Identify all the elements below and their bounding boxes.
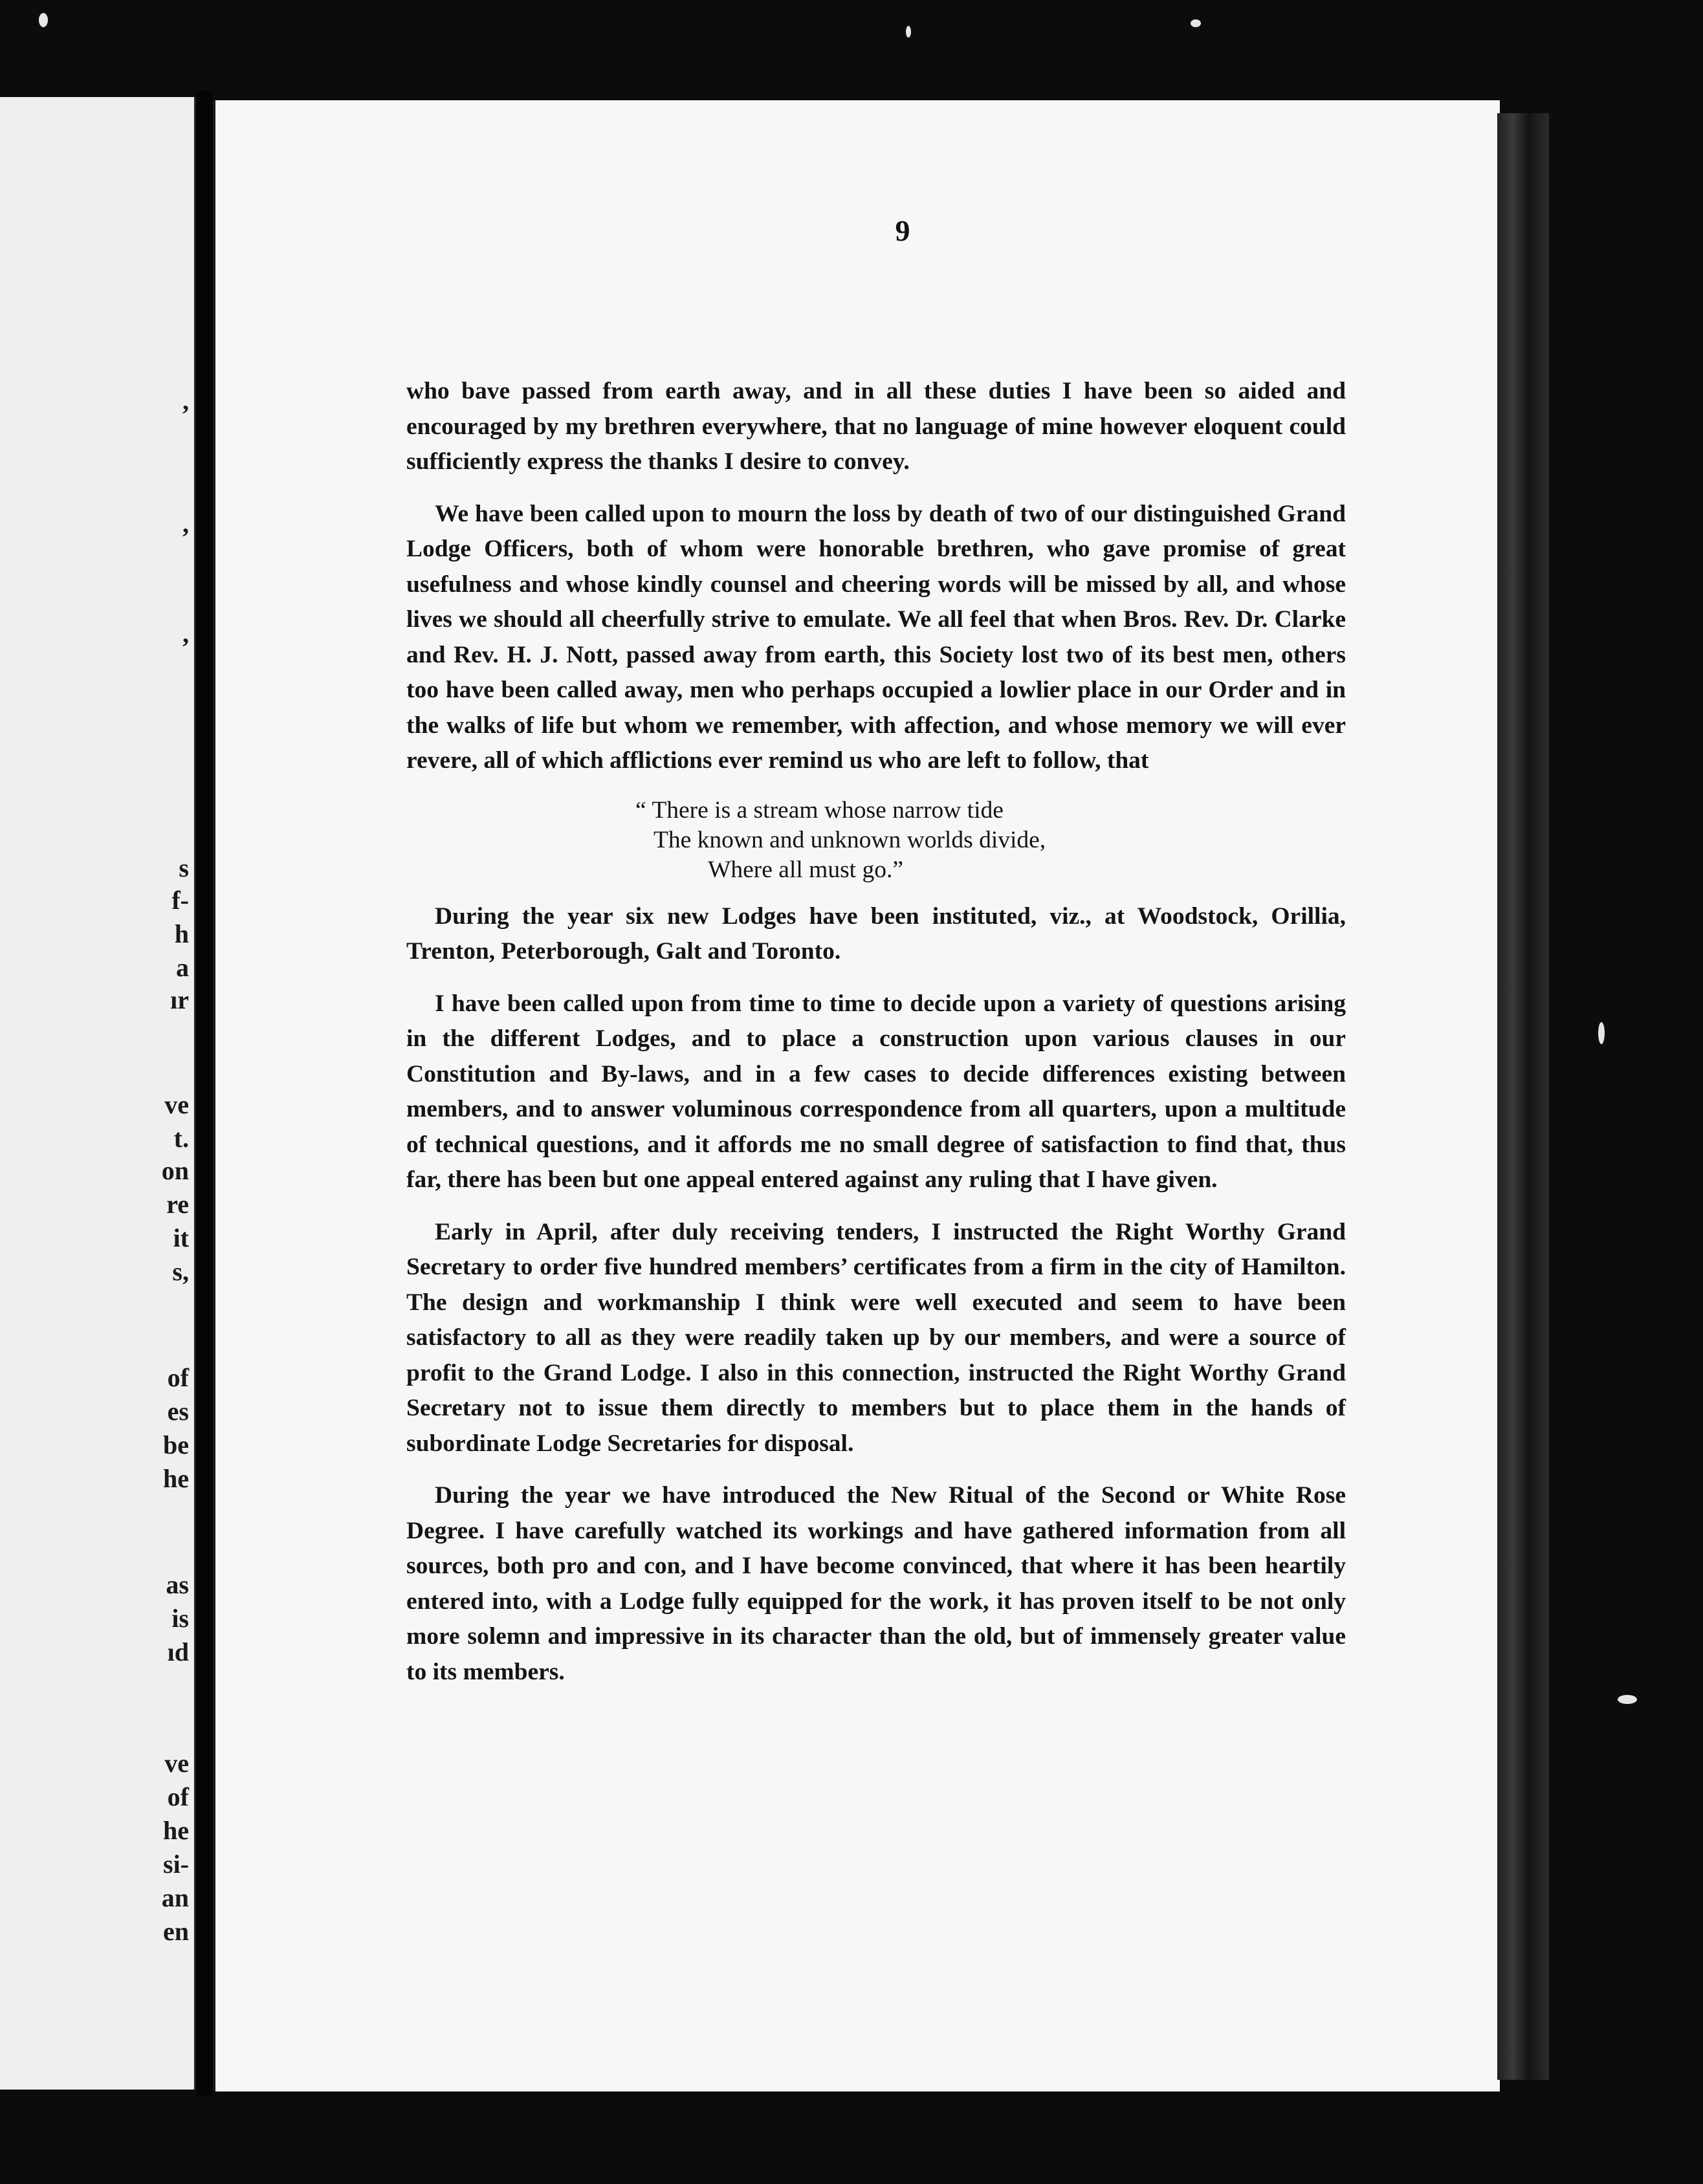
verse-line: Where all must go.” <box>708 856 903 883</box>
book-gutter <box>196 91 213 2096</box>
dust-speck <box>906 26 911 38</box>
left-page-fragment: he <box>163 1816 189 1845</box>
left-page-edge <box>0 97 196 2090</box>
left-page-fragment: es <box>167 1397 189 1426</box>
paragraph: who bave passed from earth away, and in all these duties I have been so aided and encouraged by my brethren everywhere, that no language of mine however eloquent could sufficiently express the thanks I desire to convey. <box>406 378 1346 475</box>
left-page-fragment: , <box>182 619 189 648</box>
paragraph: During the year six new Lodges have been instituted, viz., at Woodstock, Orillia, Trenton, Peterborough, Galt and Toronto. <box>406 902 1346 965</box>
page-number: 9 <box>895 214 910 247</box>
verse-line: The known and unknown worlds divide, <box>654 826 1046 853</box>
verse-quote <box>635 796 1346 885</box>
dust-speck <box>39 13 48 27</box>
left-page-fragment: he <box>163 1464 189 1493</box>
left-page-fragment: re <box>166 1190 189 1219</box>
left-page-fragment: en <box>163 1917 189 1946</box>
left-page-fragment: ıd <box>167 1637 189 1666</box>
book-edge <box>1497 113 1549 2080</box>
left-page-fragment: , <box>182 386 189 415</box>
left-page-fragment: a <box>176 953 189 982</box>
dust-speck <box>1598 1022 1605 1044</box>
dust-speck <box>1191 19 1201 27</box>
left-page-fragment: as <box>166 1570 189 1599</box>
left-page-fragment: ve <box>164 1749 189 1778</box>
left-page-fragment: h <box>174 919 189 948</box>
left-page-fragment: t. <box>173 1124 189 1153</box>
left-page-fragment: be <box>163 1430 189 1459</box>
left-page-fragment: on <box>161 1156 189 1185</box>
left-page-fragment: s, <box>172 1257 189 1286</box>
left-page-fragment: it <box>173 1223 189 1252</box>
left-page-fragment: ve <box>164 1090 189 1119</box>
paragraph: Early in April, after duly receiving tenders, I instructed the Right Worthy Grand Secretary to order five hundred members’ certificates from a firm in the city of Hamilton. The design and workmanship I think were well executed and seem to have been satisfactory to all as they were readily taken up by our members, and were a source of profit to the Grand Lodge. I also in this connection, instructed the Right Worthy Grand Secretary not to issue them directly to members but to place them in the hands of subordinate Lodge Secretaries for disposal. <box>406 1218 1346 1457</box>
left-page-fragment: an <box>161 1883 189 1912</box>
left-page-fragment: is <box>171 1604 189 1633</box>
left-page-fragment: si- <box>163 1850 189 1879</box>
left-page-fragment: f- <box>171 886 189 915</box>
left-page-fragment: ır <box>170 985 189 1014</box>
paragraph: We have been called upon to mourn the loss by death of two of our distinguished Grand Lodge Officers, both of whom were honorable brethren, who gave promise of great usefulness and whose kindly counsel and cheering words will be missed by all, and whose lives we should all cheerfully strive to emulate. We all feel that when Bros. Rev. Dr. Clarke and Rev. H. J. Nott, passed away from earth, this Society lost two of its best men, others too have been called away, men who perhaps occupied a lowlier place in our Order and in the walks of life but whom we remember, with affection, and whose memory we will ever revere, all of which afflictions ever remind us who are left to follow, that <box>406 500 1346 774</box>
left-page-fragment: s <box>179 853 189 882</box>
dust-speck <box>1618 1695 1637 1704</box>
paragraph: During the year we have introduced the New Ritual of the Second or White Rose Degree. I have carefully watched its workings and have gathered information from all sources, both pro and con, and I have become convinced, that where it has been heartily entered into, with a Lodge fully equipped for the work, it has proven itself to be not only more solemn and impressive in its character than the old, but of immensely greater value to its members. <box>406 1482 1346 1685</box>
verse-line: “ There is a stream whose narrow tide <box>635 796 1004 824</box>
paragraph: I have been called upon from time to time to decide upon a variety of questions arising in the different Lodges, and to place a construction upon various clauses in our Constitution and By-laws, and in a few cases to decide differences existing between members, and to answer voluminous correspondence from all quarters, upon a multitude of technical questions, and it affords me no small degree of satisfaction to find that, thus far, there has been but one appeal entered against any ruling that I have given. <box>406 990 1346 1193</box>
body-text <box>406 374 1346 1707</box>
left-page-fragment: of <box>167 1363 189 1392</box>
left-page-fragment: , <box>182 509 189 538</box>
left-page-fragment: of <box>167 1782 189 1811</box>
